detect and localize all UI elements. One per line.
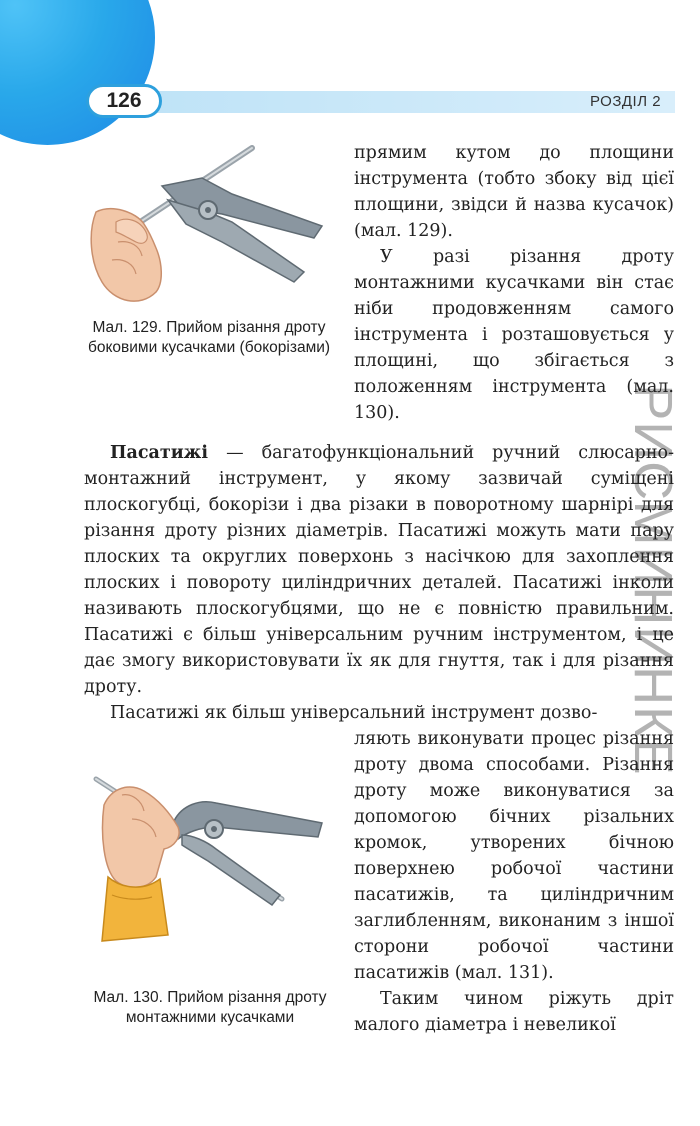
- paragraph-pliers-definition-text: — багатофункціональний ручний слюсарно-монтажний інструмент, у якому зазвичай суміщені плоскогубці, бокорізи і два різаки в поворотному шарнірі для різання дроту різних діаметрів. Пасатижі можуть мати пару плоских та округлих поверхонь з насічкою для захоплення плоских і повороту циліндричних деталей. Пасатижі інколи називають плоскогубцями, що не є повністю правильним. Пасатижі є більш універсальним ручним інструментом, і це дає змогу використовувати їх як для гнуття, так і для різання дроту.: [84, 443, 674, 697]
- paragraph-pliers-definition: [84, 440, 674, 700]
- side-watermark-text: РИСМИНИНКЕ: [623, 384, 683, 776]
- paragraph-final: Таким чином ріжуть дріт малого діаметра і невеликої: [354, 989, 674, 1035]
- paragraph-continuation: прямим кутом до площини інструмента (тобто збоку від цієї площини, звідси й назва кусачок) (мал. 129).: [354, 143, 674, 241]
- page-number: 126: [86, 84, 162, 118]
- figure-130-mounting-cutters-image: [82, 765, 337, 945]
- figure-130-caption: Мал. 130. Прийом різання дроту монтажними кусачками: [93, 989, 327, 1026]
- figure-129-side-cutters-image: [82, 142, 337, 310]
- body-full-width: [84, 440, 674, 726]
- body-column-top: [354, 140, 674, 426]
- figure-129-caption: Мал. 129. Прийом різання дроту боковими кусачками (бокорізами): [87, 319, 331, 356]
- paragraph-mounting-cutters: У разі різання дроту монтажними кусачками він стає ніби продовженням самого інструмента і розташовується у площині, що збігається з положенням інструмента (мал. 130).: [354, 247, 674, 423]
- paragraph-pliers-usage-rest: ляють виконувати процес різання дроту двома способами. Різання дроту може виконуватися за допомогою бічних різальних кромок, утворених бічною поверхнею робочої частини пасатижів, та циліндричним заглибленням, виконаним з іншої сторони робочої частини пасатижів (мал. 131).: [354, 729, 674, 983]
- paragraph-pliers-usage-start: Пасатижі як більш універсальний інструмент дозво-: [110, 703, 598, 723]
- corner-decoration: [0, 0, 155, 145]
- body-column-bottom: [354, 726, 674, 1038]
- section-label: РОЗДІЛ 2: [590, 93, 662, 110]
- term-pliers: Пасатижі: [110, 443, 209, 463]
